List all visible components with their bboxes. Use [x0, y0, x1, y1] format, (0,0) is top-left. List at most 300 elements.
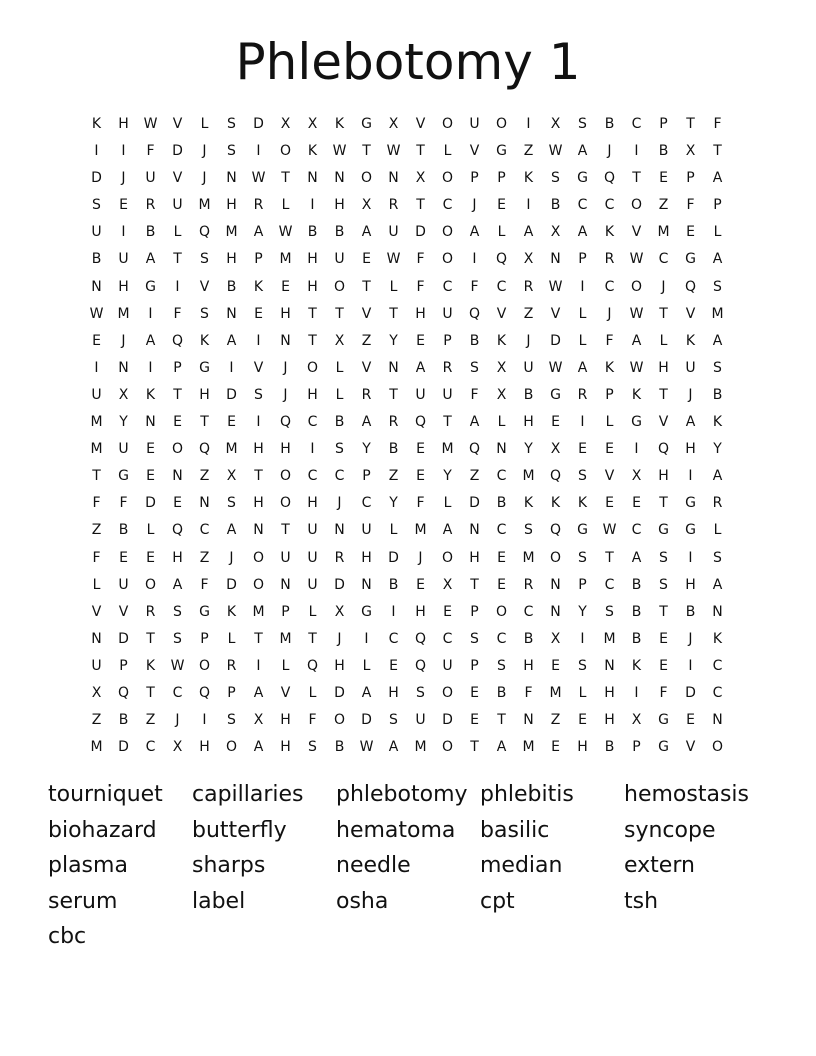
grid-letter: T — [659, 603, 668, 620]
grid-letter: C — [334, 468, 345, 485]
grid-letter: E — [470, 684, 479, 701]
grid-letter: C — [307, 468, 318, 485]
grid-letter: P — [200, 630, 209, 647]
grid-letter: K — [550, 495, 561, 512]
grid-letter: H — [280, 441, 291, 458]
grid-letter: L — [713, 522, 722, 539]
grid-letter: G — [631, 414, 642, 431]
grid-letter: T — [254, 630, 263, 647]
grid-letter: W — [170, 657, 185, 674]
grid-letter: E — [119, 197, 128, 214]
grid-letter: R — [145, 603, 156, 620]
grid-letter: G — [658, 739, 669, 756]
grid-letter: U — [172, 197, 183, 214]
grid-letter: Z — [199, 549, 210, 566]
grid-letter: R — [388, 197, 399, 214]
grid-letter: O — [441, 251, 454, 268]
grid-row — [83, 463, 731, 490]
grid-letter: X — [496, 359, 507, 376]
grid-letter: L — [281, 197, 290, 214]
grid-letter: H — [604, 712, 615, 729]
grid-letter: Y — [119, 414, 128, 431]
grid-letter: T — [173, 251, 182, 268]
grid-letter: S — [713, 549, 722, 566]
grid-letter: H — [685, 441, 696, 458]
grid-letter: T — [92, 468, 101, 485]
grid-row — [83, 680, 731, 707]
grid-letter: I — [256, 143, 261, 160]
grid-letter: W — [548, 359, 563, 376]
grid-letter: N — [145, 414, 156, 431]
grid-letter: H — [118, 116, 129, 132]
grid-row — [83, 626, 731, 653]
grid-letter: O — [225, 739, 238, 756]
grid-letter: L — [497, 224, 506, 241]
grid-letter: A — [253, 739, 264, 756]
grid-letter: Q — [198, 224, 211, 241]
grid-letter: F — [686, 197, 695, 214]
grid-letter: M — [279, 630, 292, 647]
grid-letter: P — [470, 603, 479, 620]
grid-letter: L — [497, 414, 506, 431]
grid-letter: J — [607, 305, 612, 322]
grid-letter: D — [118, 739, 129, 756]
grid-letter: P — [254, 251, 263, 268]
grid-letter: I — [94, 143, 99, 160]
grid-letter: D — [226, 576, 237, 593]
grid-letter: Q — [549, 468, 562, 485]
grid-letter: E — [632, 495, 641, 512]
grid-letter: E — [470, 712, 479, 729]
grid-letter: G — [685, 251, 696, 268]
grid-letter: X — [550, 630, 561, 647]
grid-letter: K — [685, 332, 696, 349]
grid-letter: V — [685, 305, 696, 322]
grid-letter: U — [91, 224, 102, 241]
grid-letter: Q — [171, 332, 184, 349]
grid-letter: G — [550, 386, 561, 403]
grid-letter: P — [686, 170, 695, 187]
grid-letter: I — [634, 143, 639, 160]
grid-letter: O — [252, 549, 265, 566]
grid-letter: O — [279, 495, 292, 512]
grid-letter: E — [605, 495, 614, 512]
grid-letter: N — [604, 657, 615, 674]
grid-letter: E — [146, 468, 155, 485]
grid-letter: R — [226, 657, 237, 674]
grid-letter: H — [388, 684, 399, 701]
grid-letter: P — [470, 170, 479, 187]
grid-letter: M — [711, 305, 724, 322]
grid-letter: K — [604, 359, 615, 376]
letter-grid — [83, 111, 731, 761]
grid-letter: B — [469, 332, 480, 349]
grid-letter: F — [173, 305, 182, 322]
grid-letter: V — [415, 116, 426, 132]
grid-letter: T — [146, 684, 155, 701]
grid-row — [83, 599, 731, 626]
grid-letter: O — [495, 603, 508, 620]
grid-letter: S — [713, 278, 722, 295]
grid-letter: G — [199, 603, 210, 620]
grid-letter: B — [388, 441, 399, 458]
grid-letter: F — [524, 684, 533, 701]
grid-letter: J — [283, 359, 288, 376]
grid-letter: R — [145, 197, 156, 214]
grid-letter: Z — [550, 712, 561, 729]
grid-letter: T — [686, 116, 695, 132]
word-list-item: plasma — [48, 853, 128, 878]
grid-letter: H — [307, 495, 318, 512]
grid-letter: T — [470, 739, 479, 756]
grid-letter: A — [685, 414, 696, 431]
grid-letter: V — [280, 684, 291, 701]
grid-letter: V — [631, 224, 642, 241]
grid-letter: S — [578, 116, 587, 132]
grid-letter: C — [577, 197, 588, 214]
grid-letter: X — [118, 386, 129, 403]
grid-letter: O — [495, 116, 508, 132]
grid-letter: J — [688, 386, 693, 403]
grid-letter: G — [658, 712, 669, 729]
grid-letter: Z — [523, 143, 534, 160]
word-list-item: osha — [336, 888, 389, 914]
grid-letter: E — [659, 630, 668, 647]
grid-letter: S — [227, 116, 236, 132]
grid-letter: P — [173, 359, 182, 376]
grid-letter: I — [580, 414, 585, 431]
grid-letter: I — [526, 116, 531, 132]
grid-letter: N — [334, 170, 345, 187]
grid-letter: U — [91, 657, 102, 674]
grid-letter: X — [631, 468, 642, 485]
grid-letter: N — [496, 441, 507, 458]
grid-letter: R — [361, 386, 372, 403]
grid-letter: D — [226, 386, 237, 403]
grid-letter: N — [199, 495, 210, 512]
grid-letter: D — [145, 495, 156, 512]
grid-letter: N — [307, 170, 318, 187]
grid-letter: H — [199, 739, 210, 756]
grid-letter: F — [713, 116, 722, 132]
grid-letter: H — [280, 739, 291, 756]
grid-letter: U — [388, 224, 399, 241]
grid-letter: Q — [306, 657, 319, 674]
grid-letter: Y — [362, 441, 371, 458]
grid-letter: K — [712, 414, 723, 431]
grid-letter: N — [361, 576, 372, 593]
grid-letter: C — [172, 684, 183, 701]
grid-letter: H — [118, 278, 129, 295]
grid-letter: G — [685, 495, 696, 512]
grid-letter: X — [415, 170, 426, 187]
grid-letter: B — [631, 576, 642, 593]
grid-letter: U — [469, 116, 480, 132]
grid-letter: K — [253, 278, 264, 295]
grid-letter: T — [281, 522, 290, 539]
grid-letter: T — [470, 576, 479, 593]
grid-letter: N — [712, 603, 723, 620]
grid-letter: I — [634, 441, 639, 458]
grid-letter: V — [172, 116, 183, 132]
grid-letter: L — [713, 224, 722, 241]
grid-letter: D — [334, 576, 345, 593]
grid-letter: A — [361, 414, 372, 431]
grid-letter: I — [688, 657, 693, 674]
grid-letter: J — [337, 495, 342, 512]
grid-letter: D — [172, 143, 183, 160]
grid-letter: S — [200, 305, 209, 322]
grid-letter: O — [279, 143, 292, 160]
grid-letter: T — [416, 143, 425, 160]
grid-letter: N — [253, 522, 264, 539]
grid-letter: C — [496, 278, 507, 295]
grid-letter: A — [631, 332, 642, 349]
grid-letter: B — [631, 603, 642, 620]
grid-letter: W — [548, 278, 563, 295]
grid-letter: K — [145, 386, 156, 403]
grid-letter: Z — [523, 305, 534, 322]
grid-letter: G — [496, 143, 507, 160]
grid-letter: O — [333, 712, 346, 729]
grid-letter: V — [361, 359, 372, 376]
grid-letter: S — [173, 630, 182, 647]
grid-letter: Q — [198, 441, 211, 458]
grid-letter: H — [334, 197, 345, 214]
grid-letter: G — [199, 359, 210, 376]
grid-letter: T — [308, 630, 317, 647]
grid-letter: P — [227, 684, 236, 701]
grid-letter: H — [604, 684, 615, 701]
grid-letter: Q — [414, 414, 427, 431]
grid-letter: H — [685, 576, 696, 593]
grid-letter: E — [281, 278, 290, 295]
grid-letter: S — [659, 576, 668, 593]
grid-letter: M — [441, 441, 454, 458]
grid-letter: J — [688, 630, 693, 647]
grid-letter: L — [200, 116, 209, 132]
grid-letter: J — [202, 170, 207, 187]
grid-letter: T — [308, 305, 317, 322]
grid-letter: H — [226, 197, 237, 214]
word-list-item: basilic — [480, 817, 550, 843]
grid-letter: I — [580, 278, 585, 295]
grid-letter: M — [198, 197, 211, 214]
word-list-item: sharps — [192, 853, 266, 878]
grid-letter: V — [253, 359, 264, 376]
grid-letter: T — [254, 468, 263, 485]
grid-letter: T — [200, 414, 209, 431]
grid-letter: N — [226, 170, 237, 187]
grid-letter: U — [118, 441, 129, 458]
grid-letter: V — [658, 414, 669, 431]
grid-letter: F — [119, 495, 128, 512]
grid-letter: C — [361, 495, 372, 512]
grid-letter: W — [386, 143, 401, 160]
grid-letter: T — [713, 143, 722, 160]
grid-letter: U — [91, 386, 102, 403]
grid-letter: V — [496, 305, 507, 322]
grid-letter: F — [92, 495, 101, 512]
grid-letter: L — [335, 359, 344, 376]
grid-row — [83, 707, 731, 734]
grid-letter: H — [415, 603, 426, 620]
grid-letter: B — [523, 386, 534, 403]
grid-letter: R — [712, 495, 723, 512]
grid-letter: U — [307, 522, 318, 539]
grid-letter: W — [602, 522, 617, 539]
grid-letter: W — [548, 143, 563, 160]
grid-letter: I — [580, 630, 585, 647]
grid-letter: T — [308, 332, 317, 349]
grid-letter: M — [90, 441, 103, 458]
grid-letter: R — [253, 197, 264, 214]
grid-letter: Q — [279, 414, 292, 431]
grid-letter: K — [91, 116, 102, 132]
grid-letter: B — [91, 251, 102, 268]
grid-letter: N — [388, 170, 399, 187]
grid-letter: K — [631, 657, 642, 674]
grid-letter: S — [335, 441, 344, 458]
grid-letter: Z — [469, 468, 480, 485]
grid-letter: Q — [495, 251, 508, 268]
grid-letter: H — [172, 549, 183, 566]
grid-letter: A — [253, 224, 264, 241]
grid-letter: J — [661, 278, 666, 295]
grid-letter: I — [121, 143, 126, 160]
grid-row — [83, 490, 731, 517]
grid-letter: N — [469, 522, 480, 539]
grid-letter: W — [359, 739, 374, 756]
grid-letter: I — [526, 197, 531, 214]
grid-letter: R — [604, 251, 615, 268]
grid-letter: U — [415, 386, 426, 403]
grid-letter: J — [418, 549, 423, 566]
grid-letter: H — [253, 495, 264, 512]
grid-letter: P — [281, 603, 290, 620]
grid-letter: B — [523, 630, 534, 647]
grid-letter: P — [497, 170, 506, 187]
grid-letter: L — [389, 278, 398, 295]
grid-letter: A — [415, 359, 426, 376]
grid-letter: Y — [443, 468, 452, 485]
grid-letter: A — [496, 739, 507, 756]
grid-letter: P — [119, 657, 128, 674]
grid-letter: N — [550, 251, 561, 268]
grid-letter: A — [577, 359, 588, 376]
grid-letter: S — [92, 197, 101, 214]
grid-letter: S — [254, 386, 263, 403]
grid-letter: O — [711, 739, 724, 756]
grid-letter: E — [362, 251, 371, 268]
grid-letter: Y — [578, 603, 587, 620]
grid-letter: E — [443, 603, 452, 620]
grid-letter: N — [712, 712, 723, 729]
grid-letter: K — [334, 116, 345, 132]
word-list-item: needle — [336, 853, 411, 878]
grid-letter: P — [713, 197, 722, 214]
grid-letter: Z — [658, 197, 669, 214]
grid-letter: K — [145, 657, 156, 674]
grid-letter: P — [578, 576, 587, 593]
grid-letter: A — [388, 739, 399, 756]
grid-letter: H — [469, 549, 480, 566]
grid-letter: N — [280, 576, 291, 593]
grid-letter: O — [441, 170, 454, 187]
grid-letter: X — [631, 712, 642, 729]
word-list-item: butterfly — [192, 817, 287, 843]
grid-letter: A — [712, 576, 723, 593]
grid-letter: Q — [603, 170, 616, 187]
grid-row — [83, 517, 731, 544]
grid-letter: V — [685, 739, 696, 756]
grid-row — [83, 301, 731, 328]
grid-letter: V — [550, 305, 561, 322]
grid-letter: T — [335, 305, 344, 322]
grid-letter: R — [577, 386, 588, 403]
grid-letter: D — [253, 116, 264, 132]
grid-letter: E — [146, 441, 155, 458]
grid-letter: S — [470, 359, 479, 376]
grid-row — [83, 246, 731, 273]
grid-letter: A — [145, 251, 156, 268]
grid-letter: X — [280, 116, 291, 132]
grid-letter: Q — [171, 522, 184, 539]
grid-letter: M — [90, 739, 103, 756]
grid-letter: P — [470, 657, 479, 674]
grid-letter: J — [229, 549, 234, 566]
grid-letter: N — [388, 359, 399, 376]
grid-letter: A — [469, 224, 480, 241]
page-title: Phlebotomy 1 — [235, 33, 581, 91]
grid-letter: E — [173, 414, 182, 431]
grid-letter: C — [442, 197, 453, 214]
grid-letter: S — [713, 359, 722, 376]
grid-letter: K — [712, 630, 723, 647]
grid-letter: J — [283, 386, 288, 403]
grid-letter: C — [523, 603, 534, 620]
grid-letter: W — [278, 224, 293, 241]
grid-letter: A — [712, 170, 723, 187]
grid-letter: F — [416, 495, 425, 512]
grid-letter: O — [252, 576, 265, 593]
grid-letter: L — [173, 224, 182, 241]
grid-letter: A — [577, 143, 588, 160]
grid-letter: C — [496, 630, 507, 647]
grid-letter: M — [522, 549, 535, 566]
grid-letter: T — [389, 386, 398, 403]
word-list-item: tsh — [624, 888, 659, 914]
grid-letter: Z — [199, 468, 210, 485]
grid-letter: M — [279, 251, 292, 268]
grid-letter: B — [604, 116, 615, 132]
word-list — [48, 777, 768, 955]
grid-letter: C — [199, 522, 210, 539]
word-list-item: cpt — [480, 888, 515, 914]
grid-letter: A — [172, 576, 183, 593]
grid-letter: R — [334, 549, 345, 566]
grid-letter: O — [441, 739, 454, 756]
grid-letter: Q — [414, 630, 427, 647]
grid-row — [83, 436, 731, 463]
grid-letter: C — [307, 414, 318, 431]
grid-letter: W — [386, 251, 401, 268]
grid-letter: X — [550, 441, 561, 458]
grid-letter: I — [310, 197, 315, 214]
grid-letter: M — [225, 224, 238, 241]
grid-letter: L — [308, 603, 317, 620]
grid-letter: O — [144, 576, 157, 593]
